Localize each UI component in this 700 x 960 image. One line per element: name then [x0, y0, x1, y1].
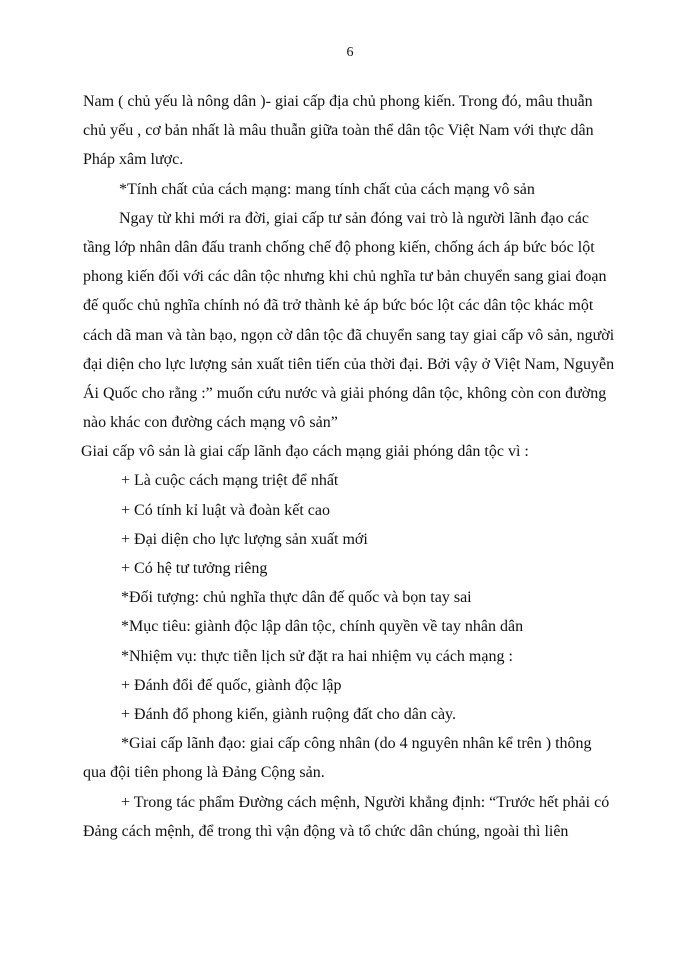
- text-line: Giai cấp vô sản là giai cấp lãnh đạo cách mạng giải phóng dân tộc vì :: [81, 443, 529, 461]
- text-line: Nam ( chủ yếu là nông dân )- giai cấp địa chủ phong kiến. Trong đó, mâu thuẫn: [83, 93, 593, 110]
- text-line: qua đội tiên phong là Đảng Cộng sản.: [83, 764, 325, 782]
- body-text: [83, 87, 643, 846]
- text-line: Pháp xâm lược.: [83, 151, 184, 169]
- text-line: tầng lớp nhân dân đấu tranh chống chế độ phong kiến, chống ách áp bức bóc lột: [83, 238, 595, 256]
- text-line: đại diện cho lực lượng sản xuất tiên tiến của thời đại. Bởi vậy ở Việt Nam, Nguyễn: [83, 355, 615, 373]
- text-line: đế quốc chủ nghĩa chính nó đã trở thành kẻ áp bức bóc lột các dân tộc khác một: [83, 297, 594, 315]
- text-line: *Giai cấp lãnh đạo: giai cấp công nhân (do 4 nguyên nhân kể trên ) thông: [121, 735, 592, 753]
- text-line: + Đánh đổ phong kiến, giành ruộng đất cho dân cày.: [121, 705, 457, 723]
- text-line: + Có tính kỉ luật và đoàn kết cao: [121, 501, 330, 519]
- text-line: + Trong tác phẩm Đường cách mệnh, Người khẳng định: “Trước hết phải có: [121, 793, 610, 811]
- text-line: phong kiến đối với các dân tộc nhưng khi chủ nghĩa tư bản chuyển sang giai đoạn: [83, 268, 607, 286]
- text-line: + Đánh đổi đế quốc, giành độc lập: [121, 676, 342, 694]
- text-line: Đảng cách mệnh, để trong thì vận động và tổ chức dân chúng, ngoài thì liên: [83, 822, 569, 840]
- text-line: + Đại diện cho lực lượng sản xuất mới: [121, 530, 368, 548]
- text-line: *Đối tượng: chủ nghĩa thực dân đế quốc và bọn tay sai: [121, 589, 472, 607]
- text-line: *Mục tiêu: giành độc lập dân tộc, chính quyền về tay nhân dân: [121, 618, 524, 636]
- text-line: cách dã man và tàn bạo, ngọn cờ dân tộc đã chuyển sang tay giai cấp vô sản, người: [83, 326, 615, 344]
- text-line: + Có hệ tư tưởng riêng: [121, 560, 268, 577]
- text-line: chủ yếu , cơ bản nhất là mâu thuẫn giữa toàn thể dân tộc Việt Nam với thực dân: [83, 122, 594, 140]
- text-line: Ái Quốc cho rằng :” muốn cứu nước và giải phóng dân tộc, không còn con đường: [83, 384, 607, 402]
- text-line: nào khác con đường cách mạng vô sản”: [83, 414, 338, 432]
- page-number: 6: [346, 45, 354, 60]
- text-line: *Nhiệm vụ: thực tiễn lịch sử đặt ra hai nhiệm vụ cách mạng :: [121, 647, 513, 665]
- text-line: *Tính chất của cách mạng: mang tính chất của cách mạng vô sản: [119, 180, 535, 198]
- text-line: Ngay từ khi mới ra đời, giai cấp tư sản đóng vai trò là người lãnh đạo các: [119, 209, 589, 227]
- text-line: + Là cuộc cách mạng triệt để nhất: [121, 472, 339, 490]
